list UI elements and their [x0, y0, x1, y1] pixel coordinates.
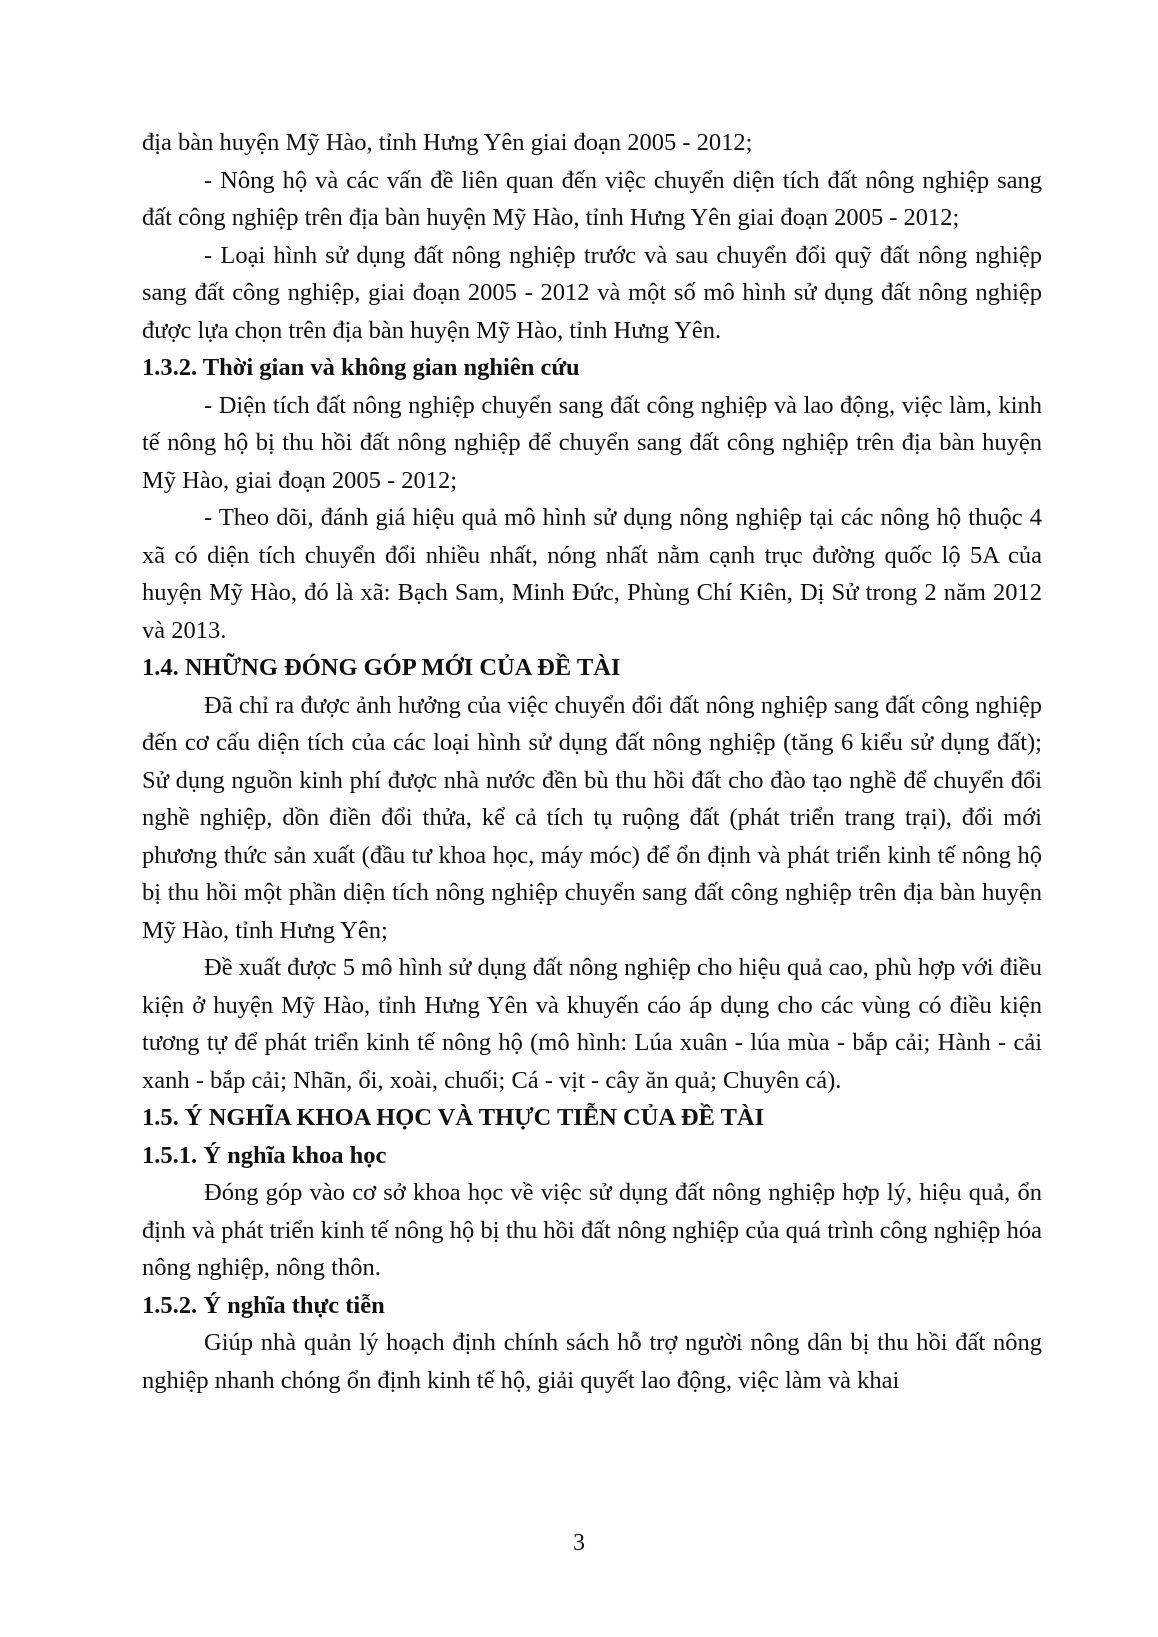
paragraph-monitoring: - Theo dõi, đánh giá hiệu quả mô hình sử dụng nông nghiệp tại các nông hộ thuộc 4 xã có diện tích chuyển đổi nhiều nhất, nóng nhất nằm cạnh trục đường quốc lộ 5A của huyện Mỹ Hào, đó là xã: Bạch Sam, Minh Đức, Phùng Chí Kiên, Dị Sử trong 2 năm 2012 và 2013. — [142, 504, 1042, 644]
heading-1-3-2: 1.3.2. Thời gian và không gian nghiên cứu — [142, 354, 580, 381]
heading-1-5-1: 1.5.1. Ý nghĩa khoa học — [142, 1141, 387, 1169]
paragraph-household-issues: - Nông hộ và các vấn đề liên quan đến việc chuyển diện tích đất nông nghiệp sang đất công nghiệp trên địa bàn huyện Mỹ Hào, tỉnh Hưng Yên giai đoạn 2005 - 2012; — [142, 166, 1042, 231]
page-number: 3 — [573, 1530, 585, 1556]
page-body — [142, 124, 1042, 1399]
paragraph-proposed-models: Đề xuất được 5 mô hình sử dụng đất nông nghiệp cho hiệu quả cao, phù hợp với điều kiện ở huyện Mỹ Hào, tỉnh Hưng Yên và khuyến cáo áp dụng cho các vùng có điều kiện tương tự để phát triển kinh tế nông hộ (mô hình: Lúa xuân - lúa mùa - bắp cải; Hành - cải xanh - bắp cải; Nhãn, ổi, xoài, chuối; Cá - vịt - cây ăn quả; Chuyên cá). — [142, 954, 1042, 1094]
paragraph-area-converted: - Diện tích đất nông nghiệp chuyển sang đất công nghiệp và lao động, việc làm, kinh tế nông hộ bị thu hồi đất nông nghiệp để chuyển sang đất công nghiệp trên địa bàn huyện Mỹ Hào, giai đoạn 2005 - 2012; — [142, 391, 1042, 494]
paragraph-practical-significance: Giúp nhà quản lý hoạch định chính sách hỗ trợ người nông dân bị thu hồi đất nông nghiệp nhanh chóng ổn định kinh tế hộ, giải quyết lao động, việc làm và khai — [142, 1329, 1042, 1394]
paragraph-continuation: địa bàn huyện Mỹ Hào, tỉnh Hưng Yên giai đoạn 2005 - 2012; — [142, 129, 753, 156]
heading-1-4: 1.4. NHỮNG ĐÓNG GÓP MỚI CỦA ĐỀ TÀI — [142, 654, 621, 681]
heading-1-5-2: 1.5.2. Ý nghĩa thực tiễn — [142, 1291, 385, 1319]
paragraph-scientific-significance: Đóng góp vào cơ sở khoa học về việc sử dụng đất nông nghiệp hợp lý, hiệu quả, ổn định và phát triển kinh tế nông hộ bị thu hồi đất nông nghiệp của quá trình công nghiệp hóa nông nghiệp, nông thôn. — [142, 1179, 1042, 1281]
paragraph-land-use-types: - Loại hình sử dụng đất nông nghiệp trước và sau chuyển đổi quỹ đất nông nghiệp sang đất công nghiệp, giai đoạn 2005 - 2012 và một số mô hình sử dụng đất nông nghiệp được lựa chọn trên địa bàn huyện Mỹ Hào, tỉnh Hưng Yên. — [142, 241, 1042, 344]
paragraph-contributions: Đã chỉ ra được ảnh hưởng của việc chuyển đổi đất nông nghiệp sang đất công nghiệp đến cơ cấu diện tích của các loại hình sử dụng đất nông nghiệp (tăng 6 kiểu sử dụng đất); Sử dụng nguồn kinh phí được nhà nước đền bù thu hồi đất cho đào tạo nghề để chuyển đổi nghề nghiệp, dồn điền đổi thửa, kể cả tích tụ ruộng đất (phát triển trang trại), đổi mới phương thức sản xuất (đầu tư khoa học, máy móc) để ổn định và phát triển kinh tế nông hộ bị thu hồi một phần diện tích nông nghiệp chuyển sang đất công nghiệp trên địa bàn huyện Mỹ Hào, tỉnh Hưng Yên; — [142, 691, 1042, 944]
heading-1-5: 1.5. Ý NGHĨA KHOA HỌC VÀ THỰC TIỄN CỦA ĐỀ TÀI — [142, 1104, 765, 1131]
